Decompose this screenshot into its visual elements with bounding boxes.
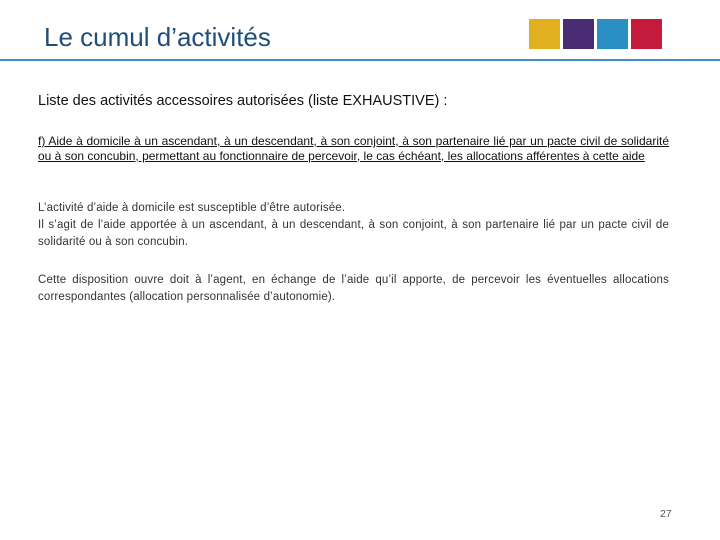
slide-subtitle: Liste des activités accessoires autorisées (liste EXHAUSTIVE) : [38,93,448,109]
paragraph-1-line-2: Il s’agit de l’aide apportée à un ascendant, à un descendant, à son conjoint, à son partenaire lié par un pacte civil de solidarité ou à son concubin. [38,219,669,248]
paragraph-1 [38,200,669,251]
purple-square [563,19,594,49]
blue-square [597,19,628,49]
paragraph-2: Cette disposition ouvre doit à l’agent, en échange de l’aide qu’il apporte, de percevoir les éventuelles allocations correspondantes (allocation personnalisée d’autonomie). [38,274,669,303]
paragraph-1-line-1: L’activité d’aide à domicile est susceptible d’être autorisée. [38,202,346,214]
page-number: 27 [660,508,672,520]
section-heading: f) Aide à domicile à un ascendant, à un descendant, à son conjoint, à son partenaire lié par un pacte civil de solidarité ou à son concubin, permettant au fonctionnaire de percevoir, le cas échéant, les allocations afférentes à cette aide [38,134,669,163]
slide-title: Le cumul d’activités [44,22,271,52]
yellow-square [529,19,560,49]
red-square [631,19,662,49]
title-divider [0,59,720,61]
